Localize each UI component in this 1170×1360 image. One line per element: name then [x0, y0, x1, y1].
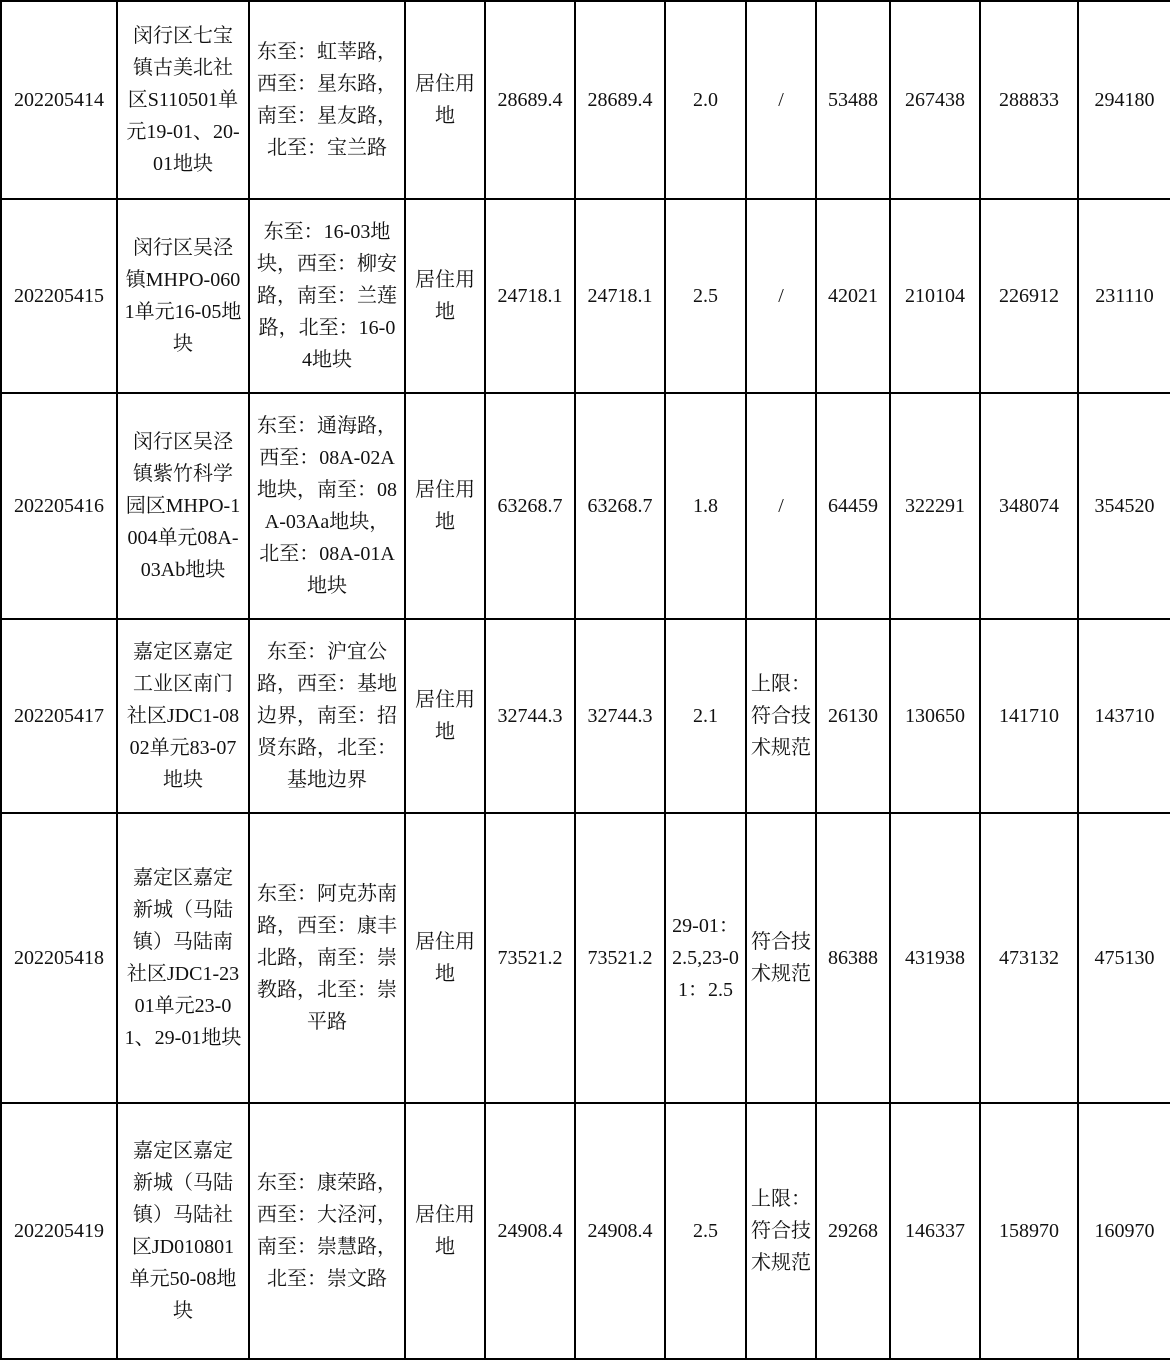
parcel-code: 202205414 — [1, 1, 117, 199]
area-sold: 28689.4 — [575, 1, 665, 199]
floor-area-ratio: 29-01：2.5,23-01：2.5 — [665, 813, 746, 1103]
floor-area-ratio: 1.8 — [665, 393, 746, 619]
parcel-name: 嘉定区嘉定工业区南门社区JDC1-0802单元83-07地块 — [117, 619, 249, 813]
table-row — [1, 619, 1170, 813]
value-1: 53488 — [816, 1, 890, 199]
parcel-bounds: 东至：沪宜公路，西至：基地边界，南至：招贤东路，北至：基地边界 — [249, 619, 405, 813]
parcel-bounds: 东至：虹莘路，西至：星东路，南至：星友路，北至：宝兰路 — [249, 1, 405, 199]
floor-area-ratio: 2.5 — [665, 1103, 746, 1359]
area-total: 24908.4 — [485, 1103, 575, 1359]
value-4: 475130 — [1078, 813, 1170, 1103]
height-limit: / — [746, 393, 816, 619]
land-use: 居住用地 — [405, 813, 485, 1103]
value-2: 267438 — [890, 1, 980, 199]
area-sold: 63268.7 — [575, 393, 665, 619]
value-4: 160970 — [1078, 1103, 1170, 1359]
floor-area-ratio: 2.1 — [665, 619, 746, 813]
parcel-code: 202205418 — [1, 813, 117, 1103]
value-3: 348074 — [980, 393, 1078, 619]
parcel-name: 嘉定区嘉定新城（马陆镇）马陆社区JD010801单元50-08地块 — [117, 1103, 249, 1359]
area-total: 73521.2 — [485, 813, 575, 1103]
parcel-name: 闵行区吴泾镇MHPO-0601单元16-05地块 — [117, 199, 249, 393]
value-4: 354520 — [1078, 393, 1170, 619]
area-total: 28689.4 — [485, 1, 575, 199]
height-limit: 上限：符合技术规范 — [746, 1103, 816, 1359]
value-2: 130650 — [890, 619, 980, 813]
area-total: 32744.3 — [485, 619, 575, 813]
area-sold: 32744.3 — [575, 619, 665, 813]
value-4: 231110 — [1078, 199, 1170, 393]
height-limit: / — [746, 199, 816, 393]
parcel-name: 闵行区七宝镇古美北社区S110501单元19-01、20-01地块 — [117, 1, 249, 199]
table-row — [1, 199, 1170, 393]
parcel-name: 嘉定区嘉定新城（马陆镇）马陆南社区JDC1-2301单元23-01、29-01地块 — [117, 813, 249, 1103]
parcel-code: 202205416 — [1, 393, 117, 619]
parcel-code: 202205417 — [1, 619, 117, 813]
parcel-bounds: 东至：阿克苏南路，西至：康丰北路，南至：崇教路，北至：崇平路 — [249, 813, 405, 1103]
land-use: 居住用地 — [405, 619, 485, 813]
land-use: 居住用地 — [405, 1, 485, 199]
table-row — [1, 1103, 1170, 1359]
table-row — [1, 1, 1170, 199]
value-1: 29268 — [816, 1103, 890, 1359]
value-1: 26130 — [816, 619, 890, 813]
table-row — [1, 813, 1170, 1103]
value-3: 288833 — [980, 1, 1078, 199]
value-3: 141710 — [980, 619, 1078, 813]
value-2: 431938 — [890, 813, 980, 1103]
table-row — [1, 393, 1170, 619]
height-limit: 上限：符合技术规范 — [746, 619, 816, 813]
parcel-name: 闵行区吴泾镇紫竹科学园区MHPO-1004单元08A-03Ab地块 — [117, 393, 249, 619]
value-3: 473132 — [980, 813, 1078, 1103]
land-use: 居住用地 — [405, 1103, 485, 1359]
value-3: 158970 — [980, 1103, 1078, 1359]
land-use: 居住用地 — [405, 393, 485, 619]
floor-area-ratio: 2.5 — [665, 199, 746, 393]
area-total: 63268.7 — [485, 393, 575, 619]
value-2: 210104 — [890, 199, 980, 393]
area-sold: 24718.1 — [575, 199, 665, 393]
height-limit: 符合技术规范 — [746, 813, 816, 1103]
land-use: 居住用地 — [405, 199, 485, 393]
value-1: 42021 — [816, 199, 890, 393]
value-4: 294180 — [1078, 1, 1170, 199]
area-sold: 73521.2 — [575, 813, 665, 1103]
area-sold: 24908.4 — [575, 1103, 665, 1359]
parcel-code: 202205415 — [1, 199, 117, 393]
value-1: 64459 — [816, 393, 890, 619]
value-3: 226912 — [980, 199, 1078, 393]
floor-area-ratio: 2.0 — [665, 1, 746, 199]
parcel-bounds: 东至：16-03地块，西至：柳安路，南至：兰莲路，北至：16-04地块 — [249, 199, 405, 393]
parcel-bounds: 东至：康荣路，西至：大泾河，南至：崇慧路，北至：崇文路 — [249, 1103, 405, 1359]
value-1: 86388 — [816, 813, 890, 1103]
value-2: 322291 — [890, 393, 980, 619]
height-limit: / — [746, 1, 816, 199]
parcel-bounds: 东至：通海路，西至：08A-02A地块，南至：08A-03Aa地块，北至：08A-01A地块 — [249, 393, 405, 619]
parcel-code: 202205419 — [1, 1103, 117, 1359]
value-2: 146337 — [890, 1103, 980, 1359]
area-total: 24718.1 — [485, 199, 575, 393]
value-4: 143710 — [1078, 619, 1170, 813]
